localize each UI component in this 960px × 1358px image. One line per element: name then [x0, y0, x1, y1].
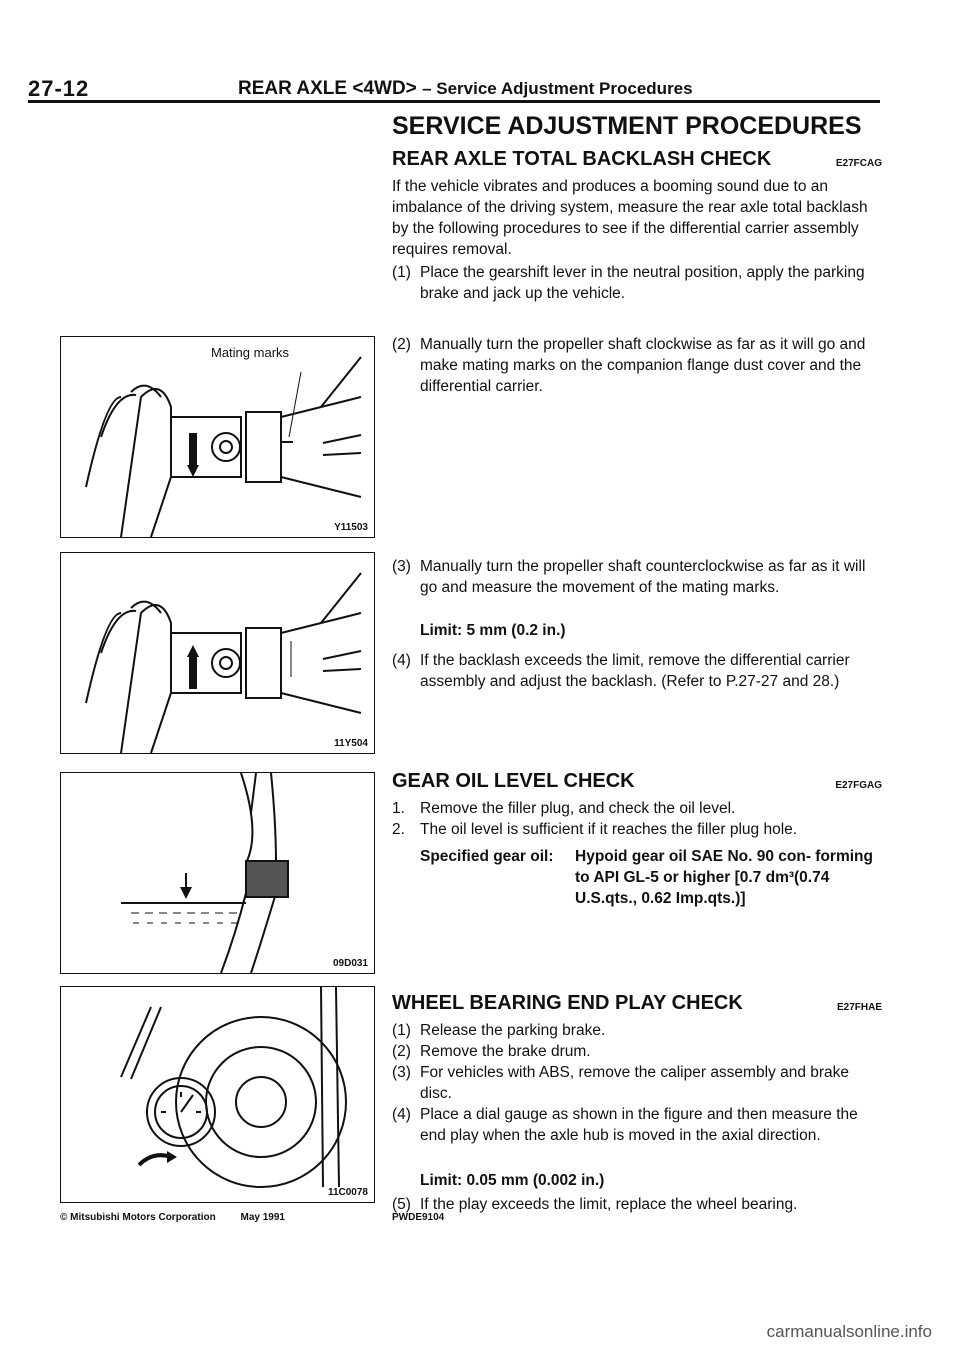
- backlash-intro: If the vehicle vibrates and produces a booming sound due to an imbalance of the driving system, measure the rear axle total backlash by the following procedures to see if the differential carrier assembly requires removal.: [392, 178, 868, 258]
- figure-code: Y11503: [334, 522, 368, 533]
- gear-oil-heading: [392, 770, 882, 793]
- page-number: 27-12: [28, 76, 90, 101]
- step-number: (3): [392, 558, 411, 575]
- figure-counterclockwise-drawing: [61, 553, 374, 753]
- gear-oil-step-2: [392, 819, 884, 840]
- figure-oil-level-drawing: [61, 773, 374, 973]
- backlash-heading: [392, 148, 882, 171]
- step-number: (2): [392, 1043, 411, 1060]
- main-title: SERVICE ADJUSTMENT PROCEDURES: [392, 112, 862, 140]
- gear-oil-spec: [420, 846, 884, 909]
- backlash-step-2: [392, 334, 884, 397]
- backlash-step-1: [392, 262, 884, 304]
- backlash-heading-text: REAR AXLE TOTAL BACKLASH CHECK: [392, 148, 772, 170]
- wheel-bearing-heading: [392, 992, 882, 1015]
- figure-code: 11C0078: [327, 1187, 368, 1198]
- figure-mating-marks-drawing: [61, 337, 374, 537]
- step-number: (2): [392, 336, 411, 353]
- gear-oil-heading-text: GEAR OIL LEVEL CHECK: [392, 770, 635, 792]
- step-number: (1): [392, 1022, 411, 1039]
- figure-code: 09D031: [332, 958, 368, 969]
- step-number: 1.: [392, 800, 405, 817]
- header-subtitle: – Service Adjustment Procedures: [422, 79, 693, 98]
- page-header: [28, 76, 880, 103]
- figure-dial-gauge: [60, 986, 375, 1203]
- backlash-limit: Limit: 5 mm (0.2 in.): [420, 622, 566, 639]
- step-text: Remove the brake drum.: [420, 1043, 591, 1060]
- figure-code: 11Y504: [334, 738, 368, 749]
- header-title: [238, 78, 693, 100]
- wheel-bearing-step-4: [392, 1104, 884, 1146]
- step-number: (5): [392, 1196, 411, 1213]
- step-text: Release the parking brake.: [420, 1022, 606, 1039]
- watermark: carmanualsonline.info: [766, 1322, 932, 1341]
- gear-oil-step-1: [392, 798, 884, 819]
- figure-mating-marks: [60, 336, 375, 538]
- wheel-bearing-step-3: [392, 1062, 884, 1104]
- step-text: If the backlash exceeds the limit, remove the differential carrier assembly and adjust the backlash. (Refer to P.27-27 and 28.): [420, 652, 850, 690]
- step-text: Place the gearshift lever in the neutral position, apply the parking brake and jack up the vehicle.: [420, 264, 865, 302]
- step-text: Manually turn the propeller shaft clockwise as far as it will go and make mating marks on the companion flange dust cover and the differential carrier.: [420, 336, 866, 395]
- spec-label: Specified gear oil:: [420, 848, 554, 865]
- wheel-bearing-step-1: [392, 1020, 884, 1041]
- footer-doc-code: PWDE9104: [392, 1212, 445, 1223]
- step-text: Place a dial gauge as shown in the figure and then measure the end play when the axle hub is moved in the axial direction.: [420, 1106, 858, 1144]
- gear-oil-code: E27FGAG: [835, 780, 882, 791]
- step-text: Remove the filler plug, and check the oil level.: [420, 800, 736, 817]
- step-text: Manually turn the propeller shaft counterclockwise as far as it will go and measure the movement of the mating marks.: [420, 558, 866, 596]
- step-text: The oil level is sufficient if it reaches the filler plug hole.: [420, 821, 798, 838]
- backlash-step-3: [392, 556, 884, 598]
- figure-counterclockwise: [60, 552, 375, 754]
- mating-marks-label: Mating marks: [211, 345, 290, 360]
- figure-dial-gauge-drawing: [61, 987, 374, 1202]
- step-text: If the play exceeds the limit, replace the wheel bearing.: [420, 1196, 798, 1213]
- figure-oil-level: [60, 772, 375, 974]
- step-number: (1): [392, 264, 411, 281]
- wheel-bearing-heading-text: WHEEL BEARING END PLAY CHECK: [392, 992, 743, 1014]
- wheel-bearing-step-5: [392, 1194, 884, 1215]
- backlash-code: E27FCAG: [835, 158, 882, 169]
- spec-value: Hypoid gear oil SAE No. 90 con- forming to API GL-5 or higher [0.7 dm³(0.74 U.S.qts., 0.62 Imp.qts.)]: [575, 848, 873, 907]
- backlash-step-4: [392, 650, 884, 692]
- step-text: For vehicles with ABS, remove the caliper assembly and brake disc.: [420, 1064, 850, 1102]
- step-number: (3): [392, 1064, 411, 1081]
- footer-date: May 1991: [240, 1212, 285, 1223]
- wheel-bearing-step-2: [392, 1041, 884, 1062]
- header-title-main: REAR AXLE <4WD>: [238, 78, 417, 99]
- step-number: 2.: [392, 821, 405, 838]
- wheel-bearing-code: E27FHAE: [836, 1002, 882, 1013]
- step-number: (4): [392, 1106, 411, 1123]
- step-number: (4): [392, 652, 411, 669]
- wheel-bearing-limit: Limit: 0.05 mm (0.002 in.): [420, 1172, 605, 1189]
- footer-copyright: © Mitsubishi Motors Corporation: [60, 1212, 216, 1223]
- page-footer: [60, 1212, 285, 1223]
